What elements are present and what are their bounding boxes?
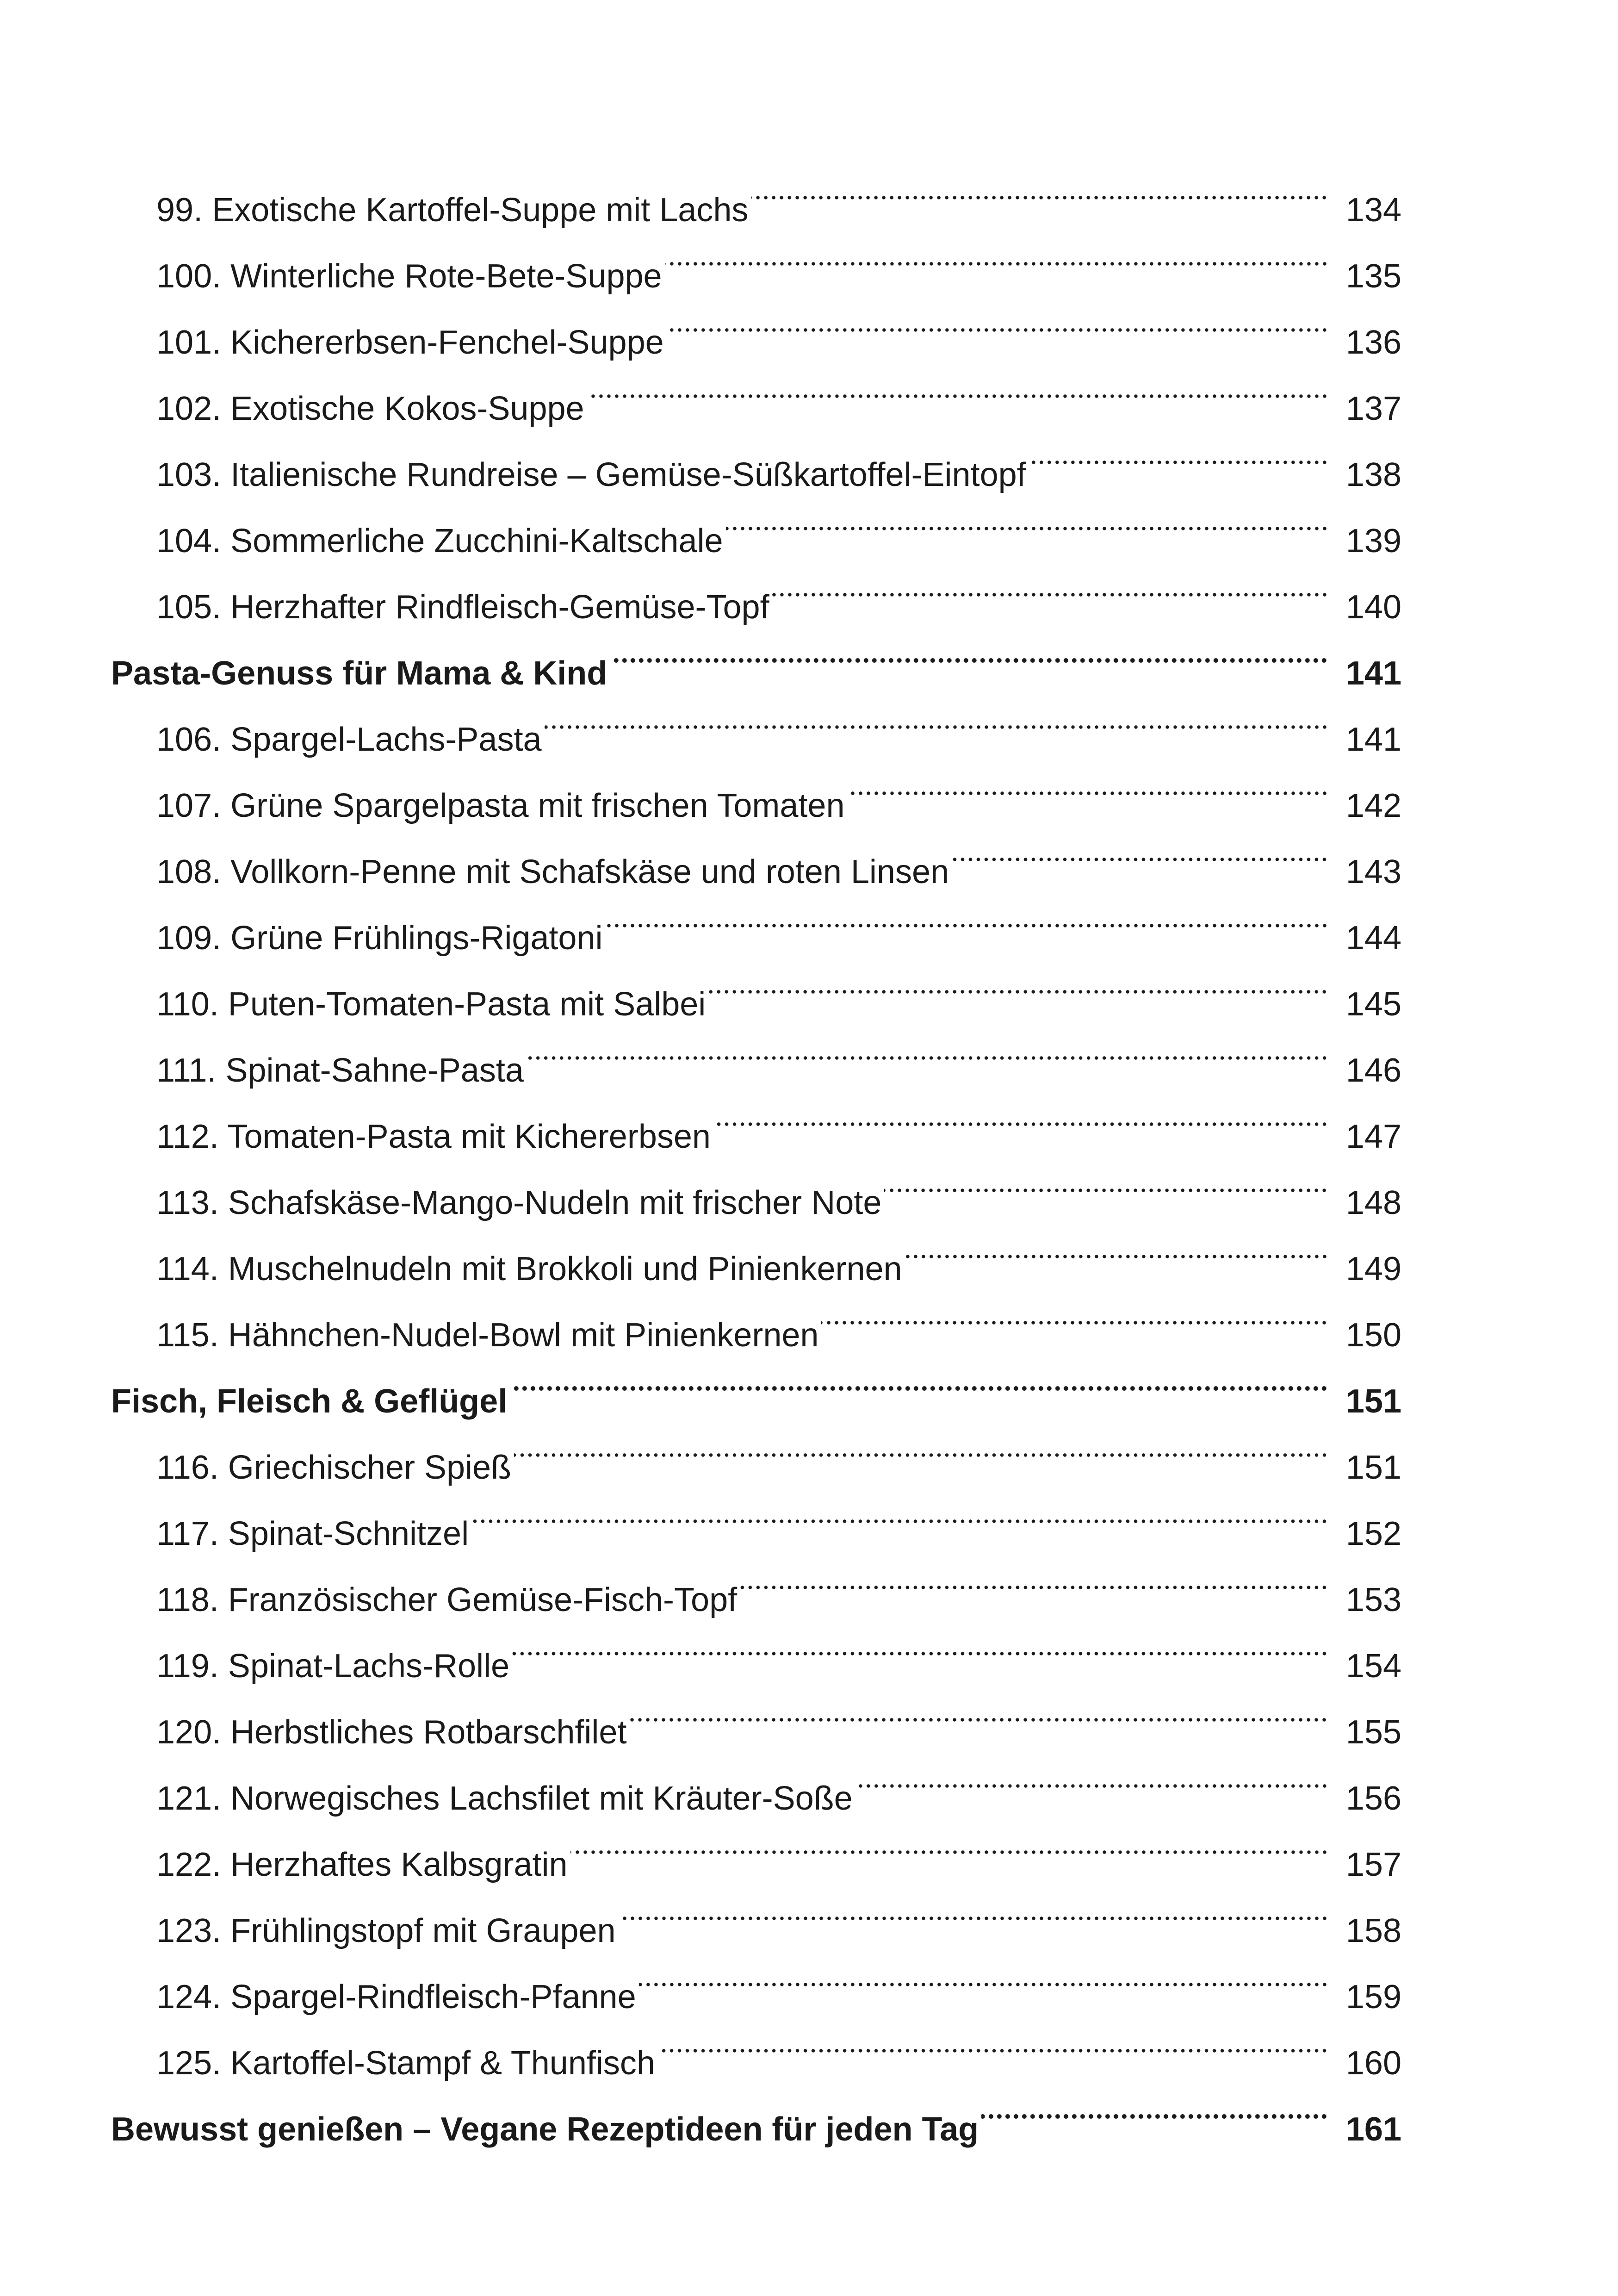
- dot-leader: [855, 1743, 1328, 1810]
- dot-leader: [821, 1280, 1328, 1346]
- toc-page-number: 160: [1345, 2045, 1401, 2082]
- toc-page-number: 148: [1345, 1184, 1401, 1221]
- dot-leader: [1029, 420, 1328, 486]
- toc-entry: [0, 1082, 1618, 1155]
- toc-page-number: 137: [1345, 390, 1401, 427]
- toc-entry: [0, 751, 1618, 824]
- toc-entry-title: 101. Kichererbsen-Fenchel-Suppe: [156, 324, 664, 361]
- toc-page-number: 142: [1345, 787, 1401, 824]
- toc-entry-title: 118. Französischer Gemüse-Fisch-Topf: [156, 1581, 738, 1618]
- toc-entry-title: 116. Griechischer Spieß: [156, 1449, 512, 1486]
- toc-entry: [0, 486, 1618, 560]
- dot-leader: [629, 1677, 1328, 1743]
- toc-page-number: 146: [1345, 1052, 1401, 1089]
- toc-page-number: 149: [1345, 1251, 1401, 1288]
- toc-entry-title: 123. Frühlingstopf mit Graupen: [156, 1912, 616, 1949]
- dot-leader: [610, 618, 1328, 684]
- toc-entry-title: 109. Grüne Frühlings-Rigatoni: [156, 920, 603, 957]
- toc-entry: [0, 1479, 1618, 1552]
- toc-entry: [0, 420, 1618, 493]
- toc-entry-title: 119. Spinat-Lachs-Rolle: [156, 1648, 510, 1685]
- toc-entry-title: 106. Spargel-Lachs-Pasta: [156, 721, 542, 758]
- dot-leader: [512, 1611, 1328, 1677]
- toc-page-number: 157: [1345, 1846, 1401, 1883]
- toc-entry-title: 100. Winterliche Rote-Bete-Suppe: [156, 258, 662, 295]
- dot-leader: [606, 883, 1328, 949]
- dot-leader: [471, 1479, 1328, 1545]
- dot-leader: [952, 817, 1328, 883]
- toc-page-number: 155: [1345, 1714, 1401, 1751]
- dot-leader: [527, 1015, 1328, 1082]
- toc-page-number: 141: [1345, 721, 1401, 758]
- toc-entry: [0, 1810, 1618, 1883]
- dot-leader: [708, 949, 1328, 1015]
- dot-leader: [848, 751, 1329, 817]
- toc-entry-title: 125. Kartoffel-Stampf & Thunfisch: [156, 2045, 655, 2082]
- toc-entry-title: 107. Grüne Spargelpasta mit frischen Tomaten: [156, 787, 845, 824]
- toc-section-heading: [0, 2074, 1618, 2148]
- toc-page-number: 140: [1345, 589, 1401, 626]
- toc-entry: [0, 354, 1618, 427]
- toc-page-number: 143: [1345, 853, 1401, 890]
- toc-entry: [0, 1280, 1618, 1354]
- toc-page-number: 144: [1345, 920, 1401, 957]
- toc-page-number: 136: [1345, 324, 1401, 361]
- toc-entry: [0, 221, 1618, 295]
- toc-entry: [0, 1412, 1618, 1486]
- toc-entry-title: 120. Herbstliches Rotbarschfilet: [156, 1714, 627, 1751]
- toc-page-number: 150: [1345, 1317, 1401, 1354]
- toc-entry: [0, 883, 1618, 957]
- toc-page-number: 151: [1345, 1383, 1401, 1420]
- toc-entry-title: 108. Vollkorn-Penne mit Schafskäse und roten Linsen: [156, 853, 949, 890]
- toc-entry: [0, 1677, 1618, 1751]
- toc-page-number: 154: [1345, 1648, 1401, 1685]
- dot-leader: [665, 221, 1328, 287]
- toc-section-heading: [0, 1346, 1618, 1420]
- toc-entry-title: 112. Tomaten-Pasta mit Kichererbsen: [156, 1118, 711, 1155]
- toc-page-number: 145: [1345, 986, 1401, 1023]
- toc-page-number: 134: [1345, 192, 1401, 229]
- toc-entry: [0, 1015, 1618, 1089]
- dot-leader: [658, 2008, 1328, 2074]
- toc-page-number: 153: [1345, 1581, 1401, 1618]
- toc-page-number: 139: [1345, 523, 1401, 560]
- toc-section-title: Bewusst genießen – Vegane Rezeptideen für jeden Tag: [111, 2111, 979, 2148]
- dot-leader: [713, 1082, 1328, 1148]
- toc-entry: [0, 1743, 1618, 1817]
- toc-entry-title: 124. Spargel-Rindfleisch-Pfanne: [156, 1979, 636, 2016]
- toc-page-number: 158: [1345, 1912, 1401, 1949]
- toc-entry-title: 115. Hähnchen-Nudel-Bowl mit Pinienkernen: [156, 1317, 819, 1354]
- toc-entry-title: 111. Spinat-Sahne-Pasta: [156, 1052, 524, 1089]
- toc-page-number: 152: [1345, 1515, 1401, 1552]
- dot-leader: [639, 1942, 1328, 2008]
- toc-entry-title: 122. Herzhaftes Kalbsgratin: [156, 1846, 568, 1883]
- toc-page-number: 159: [1345, 1979, 1401, 2016]
- dot-leader: [884, 1148, 1328, 1214]
- toc-entry: [0, 1876, 1618, 1949]
- toc-entry-title: 114. Muschelnudeln mit Brokkoli und Pinienkernen: [156, 1251, 902, 1288]
- dot-leader: [740, 1545, 1328, 1611]
- toc-page-number: 147: [1345, 1118, 1401, 1155]
- dot-leader: [905, 1214, 1328, 1280]
- toc-entry: [0, 1611, 1618, 1685]
- toc-section-title: Fisch, Fleisch & Geflügel: [111, 1383, 508, 1420]
- toc-entry: [0, 1148, 1618, 1221]
- toc-entry: [0, 1214, 1618, 1288]
- toc-entry: [0, 287, 1618, 361]
- toc-entry: [0, 949, 1618, 1023]
- toc-entry-title: 117. Spinat-Schnitzel: [156, 1515, 469, 1552]
- toc-entry-title: 102. Exotische Kokos-Suppe: [156, 390, 584, 427]
- toc-entry-title: 104. Sommerliche Zucchini-Kaltschale: [156, 523, 723, 560]
- toc-entry: [0, 552, 1618, 626]
- toc-section-heading: [0, 618, 1618, 692]
- toc-entry: [0, 1545, 1618, 1618]
- toc-entry-title: 99. Exotische Kartoffel-Suppe mit Lachs: [156, 192, 749, 229]
- toc-entry-title: 110. Puten-Tomaten-Pasta mit Salbei: [156, 986, 706, 1023]
- dot-leader: [726, 486, 1328, 552]
- toc-page-number: 141: [1345, 655, 1401, 692]
- toc-entry: [0, 2008, 1618, 2082]
- toc-entry-title: 113. Schafskäse-Mango-Nudeln mit frischer Note: [156, 1184, 882, 1221]
- toc-page-number: 151: [1345, 1449, 1401, 1486]
- dot-leader: [514, 1412, 1328, 1479]
- toc-entry-title: 121. Norwegisches Lachsfilet mit Kräuter-Soße: [156, 1780, 853, 1817]
- dot-leader: [751, 155, 1328, 221]
- dot-leader: [981, 2074, 1328, 2140]
- dot-leader: [587, 354, 1328, 420]
- toc-page-number: 161: [1345, 2111, 1401, 2148]
- toc-page-number: 138: [1345, 456, 1401, 493]
- toc-page-number: 135: [1345, 258, 1401, 295]
- dot-leader: [772, 552, 1328, 618]
- toc-entry: [0, 684, 1618, 758]
- toc-entry: [0, 1942, 1618, 2016]
- dot-leader: [570, 1810, 1328, 1876]
- toc-page-number: 156: [1345, 1780, 1401, 1817]
- toc-entry: [0, 817, 1618, 890]
- dot-leader: [545, 684, 1329, 751]
- toc-entry: [0, 155, 1618, 229]
- dot-leader: [667, 287, 1328, 354]
- dot-leader: [619, 1876, 1328, 1942]
- toc-section-title: Pasta-Genuss für Mama & Kind: [111, 655, 608, 692]
- toc-entry-title: 105. Herzhafter Rindfleisch-Gemüse-Topf: [156, 589, 769, 626]
- toc-entry-title: 103. Italienische Rundreise – Gemüse-Süßkartoffel-Eintopf: [156, 456, 1026, 493]
- dot-leader: [510, 1346, 1328, 1412]
